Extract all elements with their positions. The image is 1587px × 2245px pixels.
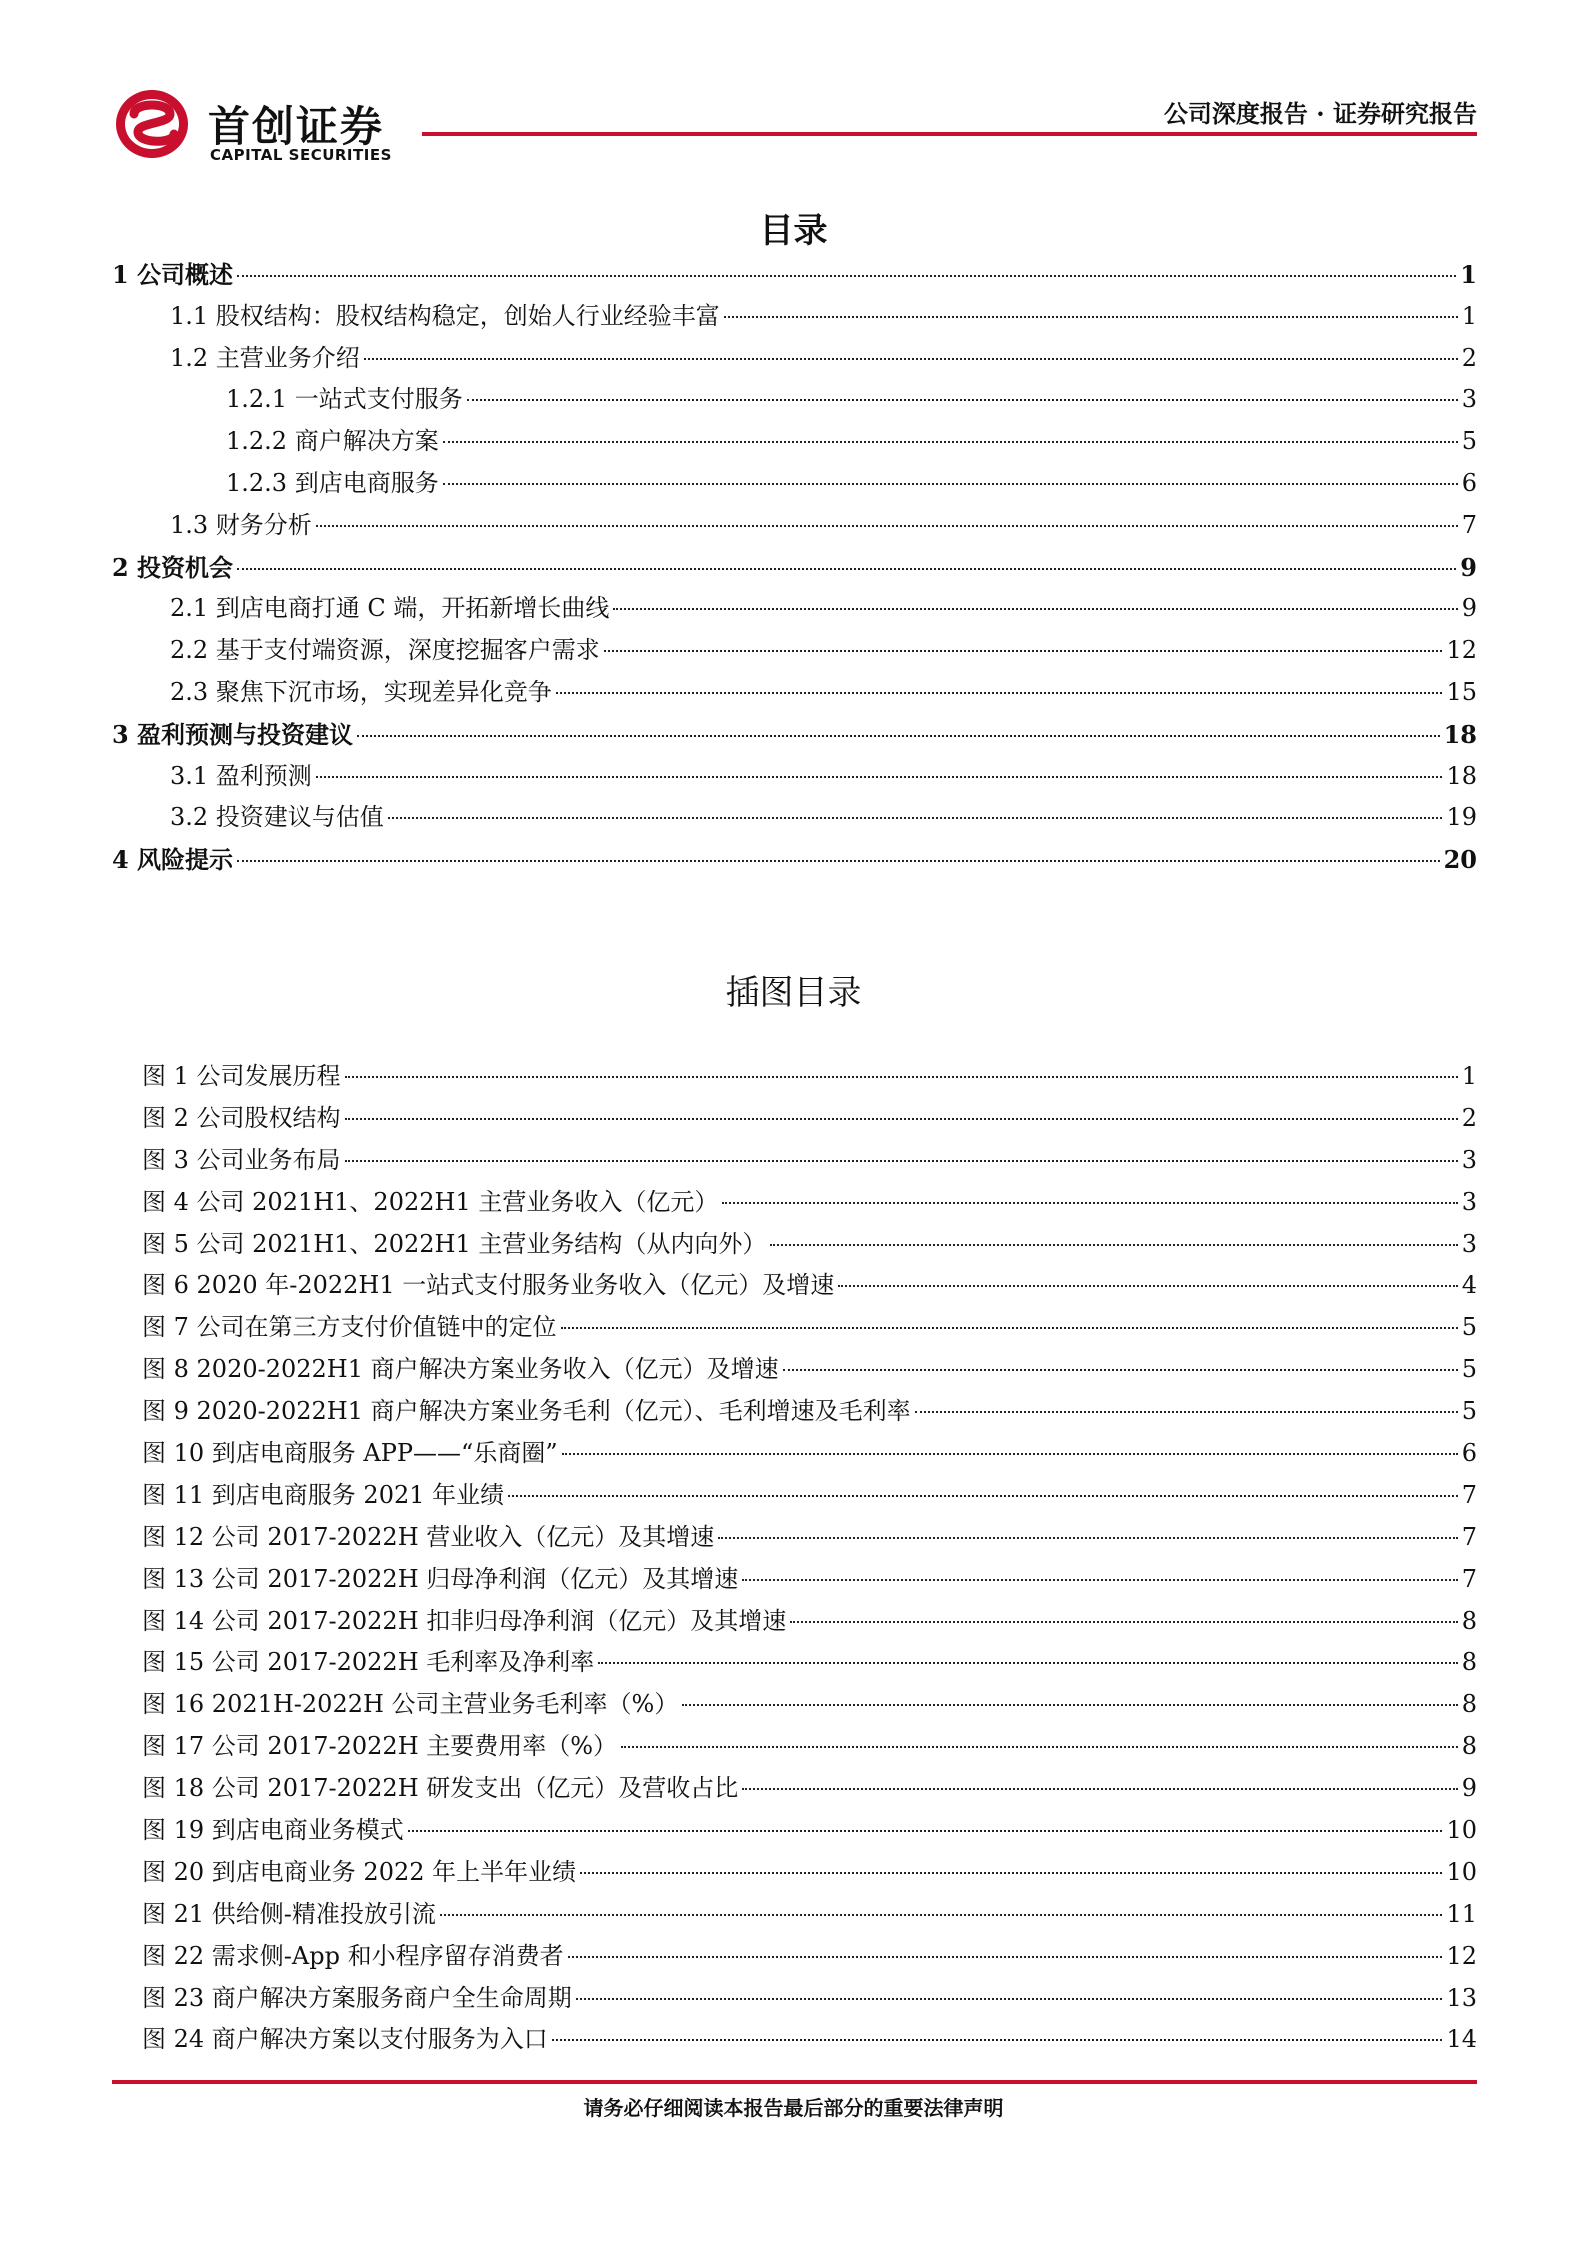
figure-entry[interactable] [142,1936,1477,1978]
toc-entry-label: 1.3 财务分析 [170,510,312,539]
dot-leader [388,817,1443,819]
toc-entry[interactable] [112,630,1477,672]
toc-entry-label: 1.2.2 商户解决方案 [226,427,439,456]
toc-entry[interactable] [112,756,1477,798]
toc-entry[interactable] [112,254,1477,296]
toc-entry[interactable] [112,547,1477,589]
dot-leader [316,525,1458,527]
dot-leader [556,692,1443,694]
figure-entry-page: 11 [1446,1899,1477,1928]
figure-entry-label: 图 10 到店电商服务 APP——“乐商圈” [142,1439,558,1468]
figure-entry-page: 3 [1461,1229,1477,1258]
dot-leader [345,1118,1458,1120]
figure-entry-page: 9 [1461,1774,1477,1803]
toc-entry-label: 1.2.1 一站式支付服务 [226,385,463,414]
figure-entry[interactable] [142,1056,1477,1098]
figure-entry-label: 图 3 公司业务布局 [142,1145,341,1174]
figure-entry-page: 3 [1461,1187,1477,1216]
dot-leader [357,735,1440,737]
figure-entry[interactable] [142,1684,1477,1726]
dot-leader [237,860,1440,862]
toc-entry-page: 5 [1461,427,1477,456]
dot-leader [718,1537,1457,1539]
toc-entry-page: 9 [1461,594,1477,623]
figure-entry-label: 图 14 公司 2017-2022H 扣非归母净利润（亿元）及其增速 [142,1606,787,1635]
figure-entry[interactable] [142,2019,1477,2061]
figure-entry-page: 5 [1461,1313,1477,1342]
dot-leader [724,316,1458,318]
figure-entry-page: 8 [1461,1648,1477,1677]
toc-entry[interactable] [112,672,1477,714]
figure-entry-page: 13 [1446,1983,1477,2012]
figure-entry-page: 12 [1446,1941,1477,1970]
figure-entry-page: 10 [1446,1857,1477,1886]
toc-list [112,254,1477,881]
toc-entry-page: 1 [1461,301,1477,330]
figure-entry-page: 6 [1461,1439,1477,1468]
figure-entry-label: 图 5 公司 2021H1、2022H1 主营业务结构（从内向外） [142,1229,767,1258]
logo-chinese-name: 首创证券 [208,102,385,151]
dot-leader [561,1327,1458,1329]
figure-entry-label: 图 17 公司 2017-2022H 主要费用率（%） [142,1732,618,1761]
figure-entry-page: 8 [1461,1732,1477,1761]
dot-leader [838,1285,1457,1287]
toc-entry-label: 2 投资机会 [112,552,234,582]
figure-entry-label: 图 4 公司 2021H1、2022H1 主营业务收入（亿元） [142,1187,719,1216]
figure-entry-label: 图 13 公司 2017-2022H 归母净利润（亿元）及其增速 [142,1564,739,1593]
toc-title: 目录 [759,211,828,251]
figure-entry-page: 14 [1446,2025,1477,2054]
figure-entry[interactable] [142,1265,1477,1307]
figure-entry-label: 图 1 公司发展历程 [142,1062,341,1090]
toc-entry-label: 4 风险提示 [112,845,234,875]
dot-leader [722,1202,1457,1204]
figure-entry-label: 图 23 商户解决方案服务商户全生命周期 [142,1983,572,2012]
figure-entry[interactable] [142,1307,1477,1349]
toc-entry-page: 18 [1443,719,1477,749]
figure-entry-page: 8 [1461,1606,1477,1635]
dot-leader [408,1830,1443,1832]
figure-entry-page: 1 [1461,1062,1477,1090]
dot-leader [443,441,1458,443]
dot-leader [742,1579,1457,1581]
dot-leader [915,1411,1458,1413]
toc-entry-label: 2.2 基于支付端资源，深度挖掘客户需求 [170,636,600,665]
figure-entry[interactable] [142,1559,1477,1601]
figure-entry[interactable] [142,1391,1477,1433]
figure-entry[interactable] [142,1768,1477,1810]
figure-entry-label: 图 8 2020-2022H1 商户解决方案业务收入（亿元）及增速 [142,1355,779,1384]
toc-entry-page: 2 [1461,343,1477,372]
figure-entry-label: 图 7 公司在第三方支付价值链中的定位 [142,1313,557,1342]
toc-entry-label: 3.2 投资建议与估值 [170,803,384,832]
toc-entry[interactable] [112,379,1477,421]
dot-leader [742,1788,1457,1790]
figure-entry[interactable] [142,1852,1477,1894]
figures-toc-title: 插图目录 [725,973,862,1013]
dot-leader [604,650,1443,652]
dot-leader [467,399,1458,401]
figure-entry-label: 图 21 供给侧-精准投放引流 [142,1899,436,1928]
figure-entry[interactable] [142,1224,1477,1266]
toc-entry-page: 18 [1446,761,1477,790]
dot-leader [364,358,1458,360]
figure-entry-label: 图 11 到店电商服务 2021 年业绩 [142,1480,505,1509]
dot-leader [440,1914,1443,1916]
dot-leader [613,608,1457,610]
dot-leader [316,776,1443,778]
figure-entry-label: 图 19 到店电商业务模式 [142,1816,404,1845]
toc-entry[interactable] [112,714,1477,756]
figure-entry-label: 图 16 2021H-2022H 公司主营业务毛利率（%） [142,1690,679,1719]
toc-entry-page: 15 [1446,677,1477,706]
dot-leader [237,568,1456,570]
toc-entry[interactable] [112,588,1477,630]
figure-entry-label: 图 24 商户解决方案以支付服务为入口 [142,2025,548,2054]
dot-leader [345,1160,1458,1162]
figure-entry[interactable] [142,1182,1477,1224]
toc-entry-label: 1.2 主营业务介绍 [170,343,360,372]
dot-leader [598,1662,1457,1664]
toc-entry-page: 19 [1446,803,1477,832]
page-header [112,72,1477,162]
figure-entry-label: 图 15 公司 2017-2022H 毛利率及净利率 [142,1648,595,1677]
figure-entry-label: 图 6 2020 年-2022H1 一站式支付服务业务收入（亿元）及增速 [142,1271,835,1300]
figure-entry[interactable] [142,1140,1477,1182]
figure-entry[interactable] [142,1894,1477,1936]
dot-leader [576,1998,1443,2000]
logo-english-name: CAPITAL SECURITIES [210,146,392,164]
figure-entry[interactable] [142,1475,1477,1517]
header-rule [422,132,1477,136]
figures-toc-list [142,1056,1477,2061]
figure-entry[interactable] [142,1517,1477,1559]
figure-entry[interactable] [142,1810,1477,1852]
figure-entry[interactable] [142,1978,1477,2020]
figure-entry-page: 8 [1461,1690,1477,1719]
toc-entry[interactable] [112,797,1477,839]
dot-leader [621,1746,1458,1748]
figure-entry[interactable] [142,1098,1477,1140]
toc-entry-page: 9 [1460,552,1477,582]
dot-leader [783,1369,1458,1371]
report-type: 公司深度报告 · 证券研究报告 [1163,99,1477,128]
figure-entry-label: 图 2 公司股权结构 [142,1103,341,1132]
toc-entry[interactable] [112,839,1477,881]
figure-entry-page: 4 [1461,1271,1477,1300]
toc-entry-label: 2.1 到店电商打通 C 端，开拓新增长曲线 [170,594,610,623]
toc-entry-label: 1.2.3 到店电商服务 [226,468,439,497]
dot-leader [237,275,1456,277]
figure-entry-page: 10 [1446,1816,1477,1845]
toc-entry-label: 2.3 聚焦下沉市场，实现差异化竞争 [170,677,552,706]
figure-entry-page: 7 [1461,1564,1477,1593]
figure-entry-page: 2 [1461,1103,1477,1132]
figure-entry-page: 5 [1461,1397,1477,1426]
figure-entry-page: 7 [1461,1522,1477,1551]
figure-entry[interactable] [142,1601,1477,1643]
dot-leader [790,1621,1457,1623]
figure-entry-label: 图 18 公司 2017-2022H 研发支出（亿元）及营收占比 [142,1774,739,1803]
figure-entry-label: 图 9 2020-2022H1 商户解决方案业务毛利（亿元）、毛利增速及毛利率 [142,1397,911,1426]
toc-entry-label: 1.1 股权结构：股权结构稳定，创始人行业经验丰富 [170,301,720,330]
dot-leader [770,1244,1457,1246]
toc-entry-label: 3 盈利预测与投资建议 [112,719,354,749]
dot-leader [562,1453,1458,1455]
dot-leader [580,1872,1442,1874]
toc-entry[interactable] [112,338,1477,380]
dot-leader [568,1956,1443,1958]
dot-leader [345,1076,1458,1078]
figure-entry-label: 图 20 到店电商业务 2022 年上半年业绩 [142,1857,577,1886]
toc-entry-label: 3.1 盈利预测 [170,761,312,790]
toc-entry[interactable] [112,505,1477,547]
capital-securities-logo-icon [112,84,202,168]
dot-leader [552,2039,1443,2041]
toc-entry-page: 12 [1446,636,1477,665]
footer-disclaimer: 请务必仔细阅读本报告最后部分的重要法律声明 [583,2096,1004,2120]
dot-leader [682,1704,1457,1706]
toc-entry[interactable] [112,296,1477,338]
figure-entry-page: 5 [1461,1355,1477,1384]
figure-entry-label: 图 22 需求侧-App 和小程序留存消费者 [142,1941,564,1970]
figure-entry-page: 3 [1461,1145,1477,1174]
toc-entry-page: 20 [1443,845,1477,875]
toc-entry[interactable] [112,421,1477,463]
figure-entry[interactable] [142,1726,1477,1768]
toc-entry-page: 1 [1460,260,1477,289]
figure-entry[interactable] [142,1433,1477,1475]
toc-entry-page: 6 [1461,468,1477,497]
toc-entry-page: 7 [1461,510,1477,539]
figure-entry[interactable] [142,1642,1477,1684]
figure-entry-page: 7 [1461,1480,1477,1509]
toc-entry-page: 3 [1461,385,1477,414]
footer-rule [112,2080,1477,2084]
figure-entry-label: 图 12 公司 2017-2022H 营业收入（亿元）及其增速 [142,1522,715,1551]
toc-entry[interactable] [112,463,1477,505]
figure-entry[interactable] [142,1349,1477,1391]
dot-leader [508,1495,1458,1497]
dot-leader [443,483,1458,485]
toc-entry-label: 1 公司概述 [112,260,234,289]
